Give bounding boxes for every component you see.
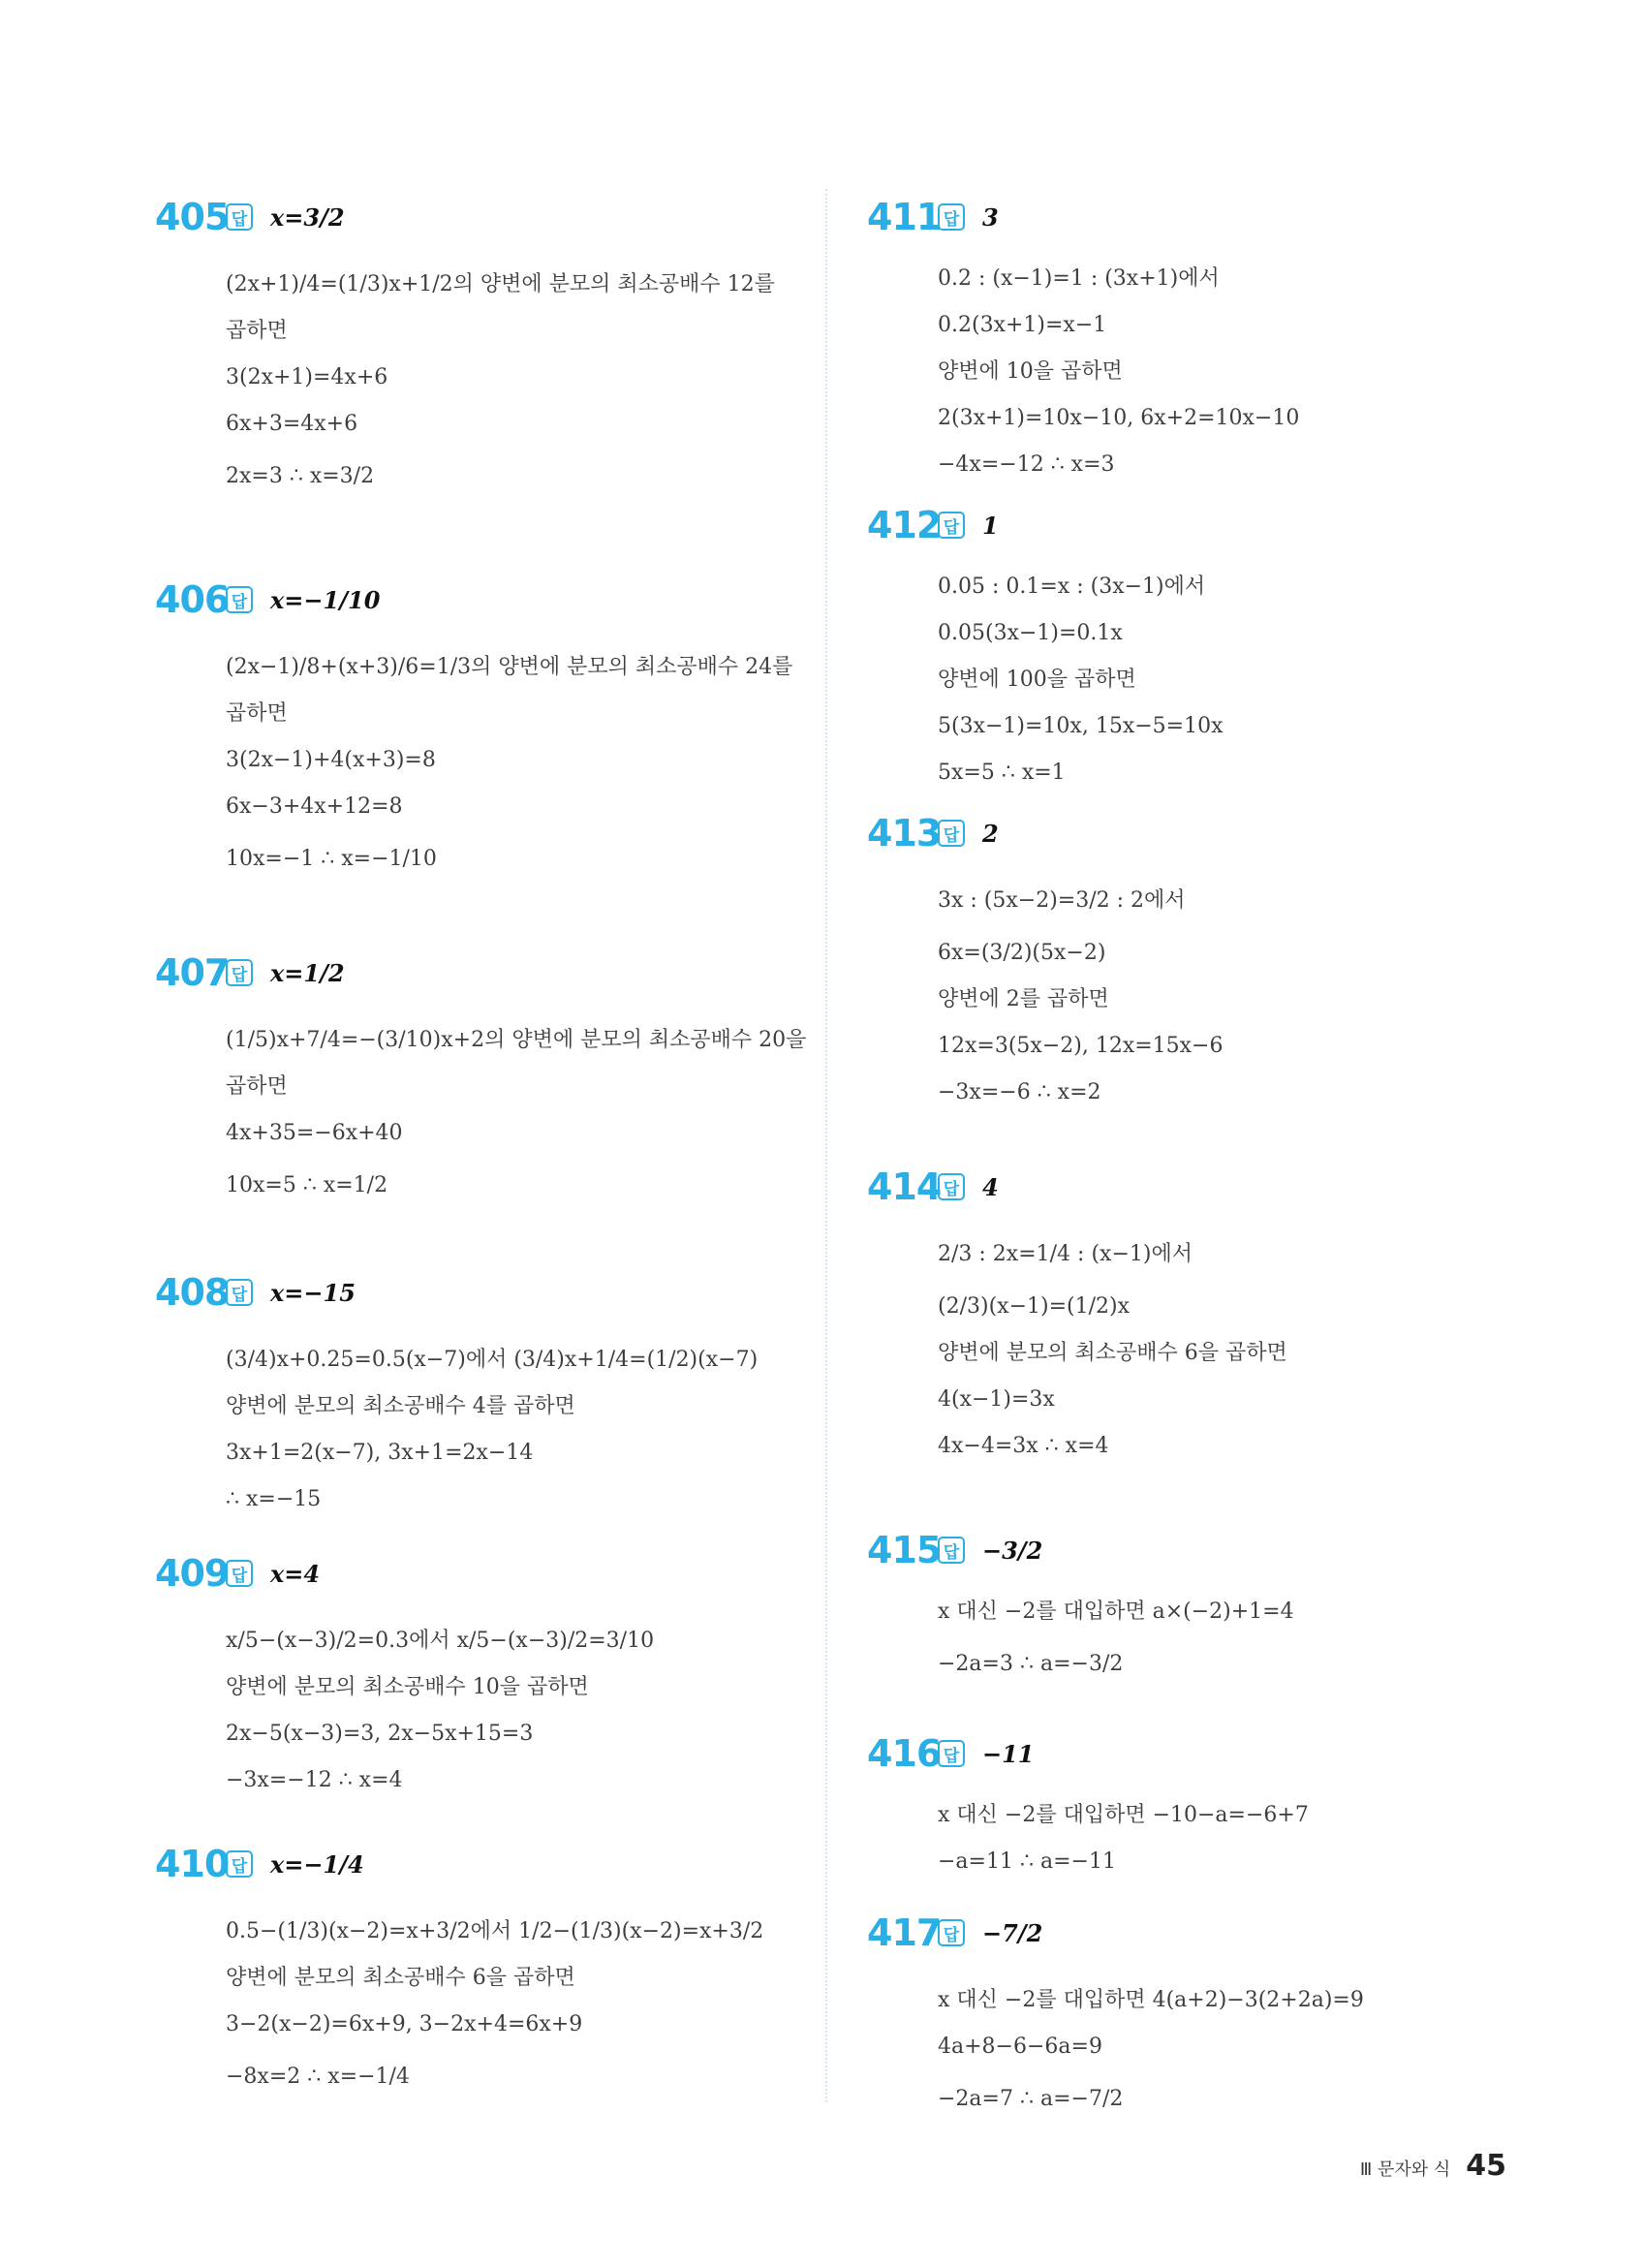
right-column <box>867 189 1487 2111</box>
solution-line: x 대신 −2를 대입하면 −10−a=−6+7 <box>938 1803 1309 1827</box>
solution-line: 2(3x+1)=10x−10, 6x+2=10x−10 <box>938 406 1300 430</box>
answer-badge: 답 <box>938 203 965 231</box>
problem-408 <box>155 1264 775 1545</box>
answer-text: x=3/2 <box>270 202 345 232</box>
solution-line: 0.2 : (x−1)=1 : (3x+1)에서 <box>938 266 1220 291</box>
solution-line: −3x=−12 ∴ x=4 <box>226 1768 403 1792</box>
solution-line: 양변에 분모의 최소공배수 4를 곱하면 <box>226 1394 575 1418</box>
solution-line: 곱하면 <box>226 319 288 343</box>
solution-line: 양변에 10을 곱하면 <box>938 359 1123 384</box>
solution-line: −8x=2 ∴ x=−1/4 <box>226 2065 410 2089</box>
solution-line: 10x=−1 ∴ x=−1/10 <box>226 847 437 871</box>
solution-line: 2x=3 ∴ x=3/2 <box>226 464 375 488</box>
problem-number: 417 <box>867 1911 942 1954</box>
problem-417 <box>867 1905 1487 2111</box>
page-footer <box>1360 2149 1506 2183</box>
solution-line: 3x+1=2(x−7), 3x+1=2x−14 <box>226 1441 534 1465</box>
answer-text: 4 <box>982 1172 999 1201</box>
answer-text: 1 <box>982 511 999 540</box>
section-label: Ⅲ 문자와 식 <box>1359 2159 1451 2180</box>
solution-line: 3(2x−1)+4(x+3)=8 <box>226 748 436 772</box>
answer-text: x=−15 <box>270 1278 356 1307</box>
solution-line: −3x=−6 ∴ x=2 <box>938 1080 1101 1104</box>
solution-line: 5(3x−1)=10x, 15x−5=10x <box>938 714 1224 738</box>
answer-badge: 답 <box>226 1850 253 1878</box>
solution-line: (1/5)x+7/4=−(3/10)x+2의 양변에 분모의 최소공배수 20을 <box>226 1028 807 1052</box>
problem-number: 413 <box>867 812 942 854</box>
solution-line: 양변에 2를 곱하면 <box>938 987 1109 1011</box>
solution-line: (2x+1)/4=(1/3)x+1/2의 양변에 분모의 최소공배수 12를 <box>226 272 775 296</box>
problem-number: 415 <box>867 1529 942 1571</box>
answer-badge: 답 <box>226 586 253 613</box>
answer-text: 2 <box>982 819 999 848</box>
problem-number: 407 <box>155 951 230 994</box>
solution-line: 양변에 100을 곱하면 <box>938 668 1136 692</box>
answer-text: 3 <box>982 202 999 232</box>
problem-412 <box>867 497 1487 805</box>
solution-line: 4x+35=−6x+40 <box>226 1121 403 1145</box>
solution-line: 12x=3(5x−2), 12x=15x−6 <box>938 1034 1224 1058</box>
solution-line: 3(2x+1)=4x+6 <box>226 365 388 389</box>
problem-406 <box>155 572 793 945</box>
answer-text: x=4 <box>270 1559 321 1588</box>
answer-badge: 답 <box>938 512 965 539</box>
problem-number: 414 <box>867 1165 942 1208</box>
problem-number: 410 <box>155 1843 230 1885</box>
problem-414 <box>867 1159 1487 1522</box>
answer-badge: 답 <box>226 959 253 986</box>
solution-line: 6x−3+4x+12=8 <box>226 794 403 819</box>
problem-number: 405 <box>155 196 230 238</box>
answer-text: x=−1/4 <box>270 1849 364 1879</box>
solution-line: 0.5−(1/3)(x−2)=x+3/2에서 1/2−(1/3)(x−2)=x+3/2 <box>226 1919 764 1943</box>
column-divider <box>825 189 827 2102</box>
problem-407 <box>155 945 807 1264</box>
solution-line: (3/4)x+0.25=0.5(x−7)에서 (3/4)x+1/4=(1/2)(x−7) <box>226 1348 759 1372</box>
solution-line: 0.2(3x+1)=x−1 <box>938 313 1107 337</box>
problem-409 <box>155 1545 775 1836</box>
answer-text: x=−1/10 <box>270 585 381 614</box>
problem-number: 406 <box>155 578 230 621</box>
answer-badge: 답 <box>226 1279 253 1306</box>
answer-badge: 답 <box>226 203 253 231</box>
solution-line: 곱하면 <box>226 701 288 726</box>
solution-line: −2a=7 ∴ a=−7/2 <box>938 2087 1124 2111</box>
answer-text: x=1/2 <box>270 958 345 987</box>
solution-line: −2a=3 ∴ a=−3/2 <box>938 1652 1124 1676</box>
solution-line: 0.05(3x−1)=0.1x <box>938 621 1123 645</box>
answer-badge: 답 <box>938 820 965 847</box>
solution-line: 4x−4=3x ∴ x=4 <box>938 1434 1109 1458</box>
answer-text: −7/2 <box>982 1918 1043 1947</box>
solution-line: x 대신 −2를 대입하면 4(a+2)−3(2+2a)=9 <box>938 1988 1364 2012</box>
solution-line: 6x+3=4x+6 <box>226 412 358 436</box>
problem-number: 412 <box>867 504 942 546</box>
left-column <box>155 189 807 2097</box>
solution-line: 4(x−1)=3x <box>938 1387 1055 1412</box>
solution-line: −4x=−12 ∴ x=3 <box>938 452 1115 477</box>
problem-415 <box>867 1522 1487 1725</box>
solution-line: (2x−1)/8+(x+3)/6=1/3의 양변에 분모의 최소공배수 24를 <box>226 655 793 679</box>
solution-line: 0.05 : 0.1=x : (3x−1)에서 <box>938 575 1206 599</box>
answer-badge: 답 <box>938 1537 965 1564</box>
problem-411 <box>867 189 1487 497</box>
answer-badge: 답 <box>938 1173 965 1200</box>
solution-line: 양변에 분모의 최소공배수 6을 곱하면 <box>226 1966 575 1990</box>
answer-badge: 답 <box>938 1919 965 1946</box>
solution-line: ∴ x=−15 <box>226 1487 322 1511</box>
answer-badge: 답 <box>226 1560 253 1587</box>
solution-line: x 대신 −2를 대입하면 a×(−2)+1=4 <box>938 1600 1294 1624</box>
problem-number: 408 <box>155 1271 230 1314</box>
solution-line: 곱하면 <box>226 1074 288 1099</box>
solution-line: 2/3 : 2x=1/4 : (x−1)에서 <box>938 1242 1193 1266</box>
problem-413 <box>867 805 1487 1159</box>
solution-line: 5x=5 ∴ x=1 <box>938 761 1066 785</box>
answer-badge: 답 <box>938 1740 965 1767</box>
solution-line: 10x=5 ∴ x=1/2 <box>226 1173 388 1197</box>
page-number: 45 <box>1466 2149 1506 2183</box>
solution-line: 4a+8−6−6a=9 <box>938 2035 1102 2059</box>
problem-number: 416 <box>867 1732 942 1775</box>
solution-line: 양변에 분모의 최소공배수 6을 곱하면 <box>938 1341 1287 1365</box>
solution-line: 6x=(3/2)(5x−2) <box>938 941 1106 965</box>
problem-number: 411 <box>867 196 942 238</box>
solution-line: x/5−(x−3)/2=0.3에서 x/5−(x−3)/2=3/10 <box>226 1629 655 1653</box>
problem-405 <box>155 189 775 572</box>
solution-line: 2x−5(x−3)=3, 2x−5x+15=3 <box>226 1722 534 1746</box>
solution-line: 3x : (5x−2)=3/2 : 2에서 <box>938 888 1186 913</box>
solution-line: 양변에 분모의 최소공배수 10을 곱하면 <box>226 1675 589 1699</box>
solution-line: (2/3)(x−1)=(1/2)x <box>938 1294 1130 1319</box>
solution-line: 3−2(x−2)=6x+9, 3−2x+4=6x+9 <box>226 2012 583 2036</box>
answer-text: −3/2 <box>982 1536 1043 1565</box>
problem-number: 409 <box>155 1552 230 1595</box>
problem-416 <box>867 1725 1487 1905</box>
problem-410 <box>155 1836 775 2097</box>
answer-text: −11 <box>982 1739 1035 1768</box>
solution-line: −a=11 ∴ a=−11 <box>938 1849 1116 1874</box>
